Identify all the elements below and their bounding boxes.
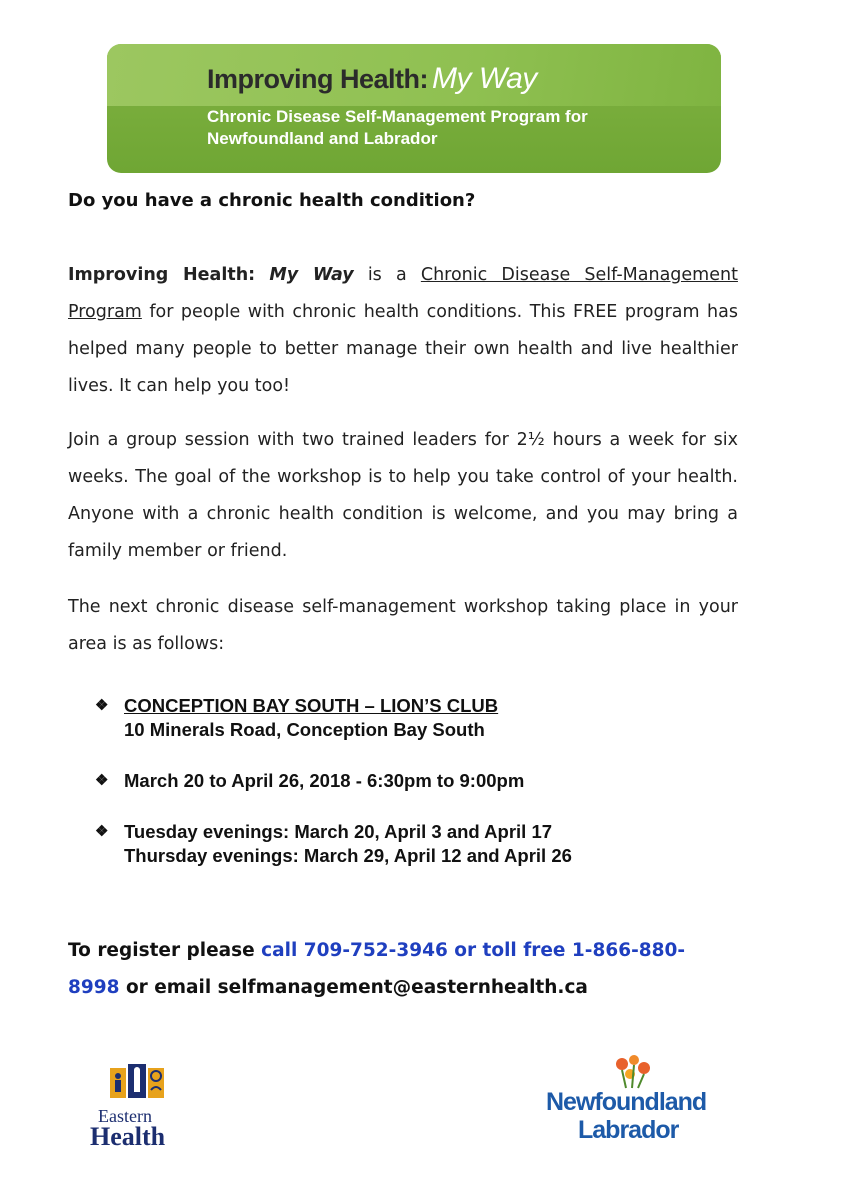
intro-program-name: Improving Health: (68, 265, 256, 285)
banner-title-main: Improving Health: (207, 64, 429, 94)
intro-paragraph (68, 257, 738, 405)
nl-logo-line2: Labrador (578, 1116, 679, 1144)
location-name: CONCEPTION BAY SOUTH – LION’S CLUB (124, 695, 499, 716)
bullet-diamond-icon: ❖ (95, 697, 109, 714)
program-link[interactable]: Chronic Disease Self-Management Program (68, 265, 738, 322)
register-phone-numbers[interactable]: call 709-752-3946 or toll free 1-866-880-8998 (68, 940, 686, 998)
newfoundland-labrador-logo (540, 1052, 730, 1152)
banner-title-myway: My Way (432, 62, 537, 95)
intro-program-myway: My Way (269, 265, 354, 285)
register-prefix: To register please (68, 940, 255, 961)
eastern-health-logo-line2: Health (90, 1122, 166, 1151)
bullet-diamond-icon: ❖ (95, 772, 109, 789)
dates-bullet (95, 769, 715, 793)
nl-logo-line1: Newfoundland (546, 1088, 707, 1116)
banner-subtitle (207, 106, 687, 150)
banner-subtitle-line1: Chronic Disease Self-Management Program for (207, 107, 588, 126)
workshop-dates: March 20 to April 26, 2018 - 6:30pm to 9:00pm (124, 770, 525, 791)
program-banner (107, 44, 721, 173)
banner-subtitle-line2: Newfoundland and Labrador (207, 129, 438, 148)
tuesday-schedule: Tuesday evenings: March 20, April 3 and April 17 (124, 821, 553, 842)
group-session-paragraph: Join a group session with two trained leaders for 2½ hours a week for six weeks. The goal of the workshop is to help you take control of your health. Anyone with a chronic health condition is welcome, and you may bring a family member or friend. (68, 430, 738, 561)
thursday-schedule: Thursday evenings: March 29, April 12 and April 26 (124, 845, 572, 866)
intro-rest: for people with chronic health conditions. This FREE program has helped many people to better manage their own health and live healthier lives. It can help you too! (68, 302, 738, 396)
location-bullet (95, 694, 715, 742)
eastern-health-logo-line1: Eastern (98, 1106, 152, 1126)
eastern-health-emblem-icon (108, 1062, 168, 1100)
page-question: Do you have a chronic health condition? (68, 190, 476, 211)
register-email[interactable]: or email selfmanagement@easternhealth.ca (125, 977, 588, 998)
bullet-diamond-icon: ❖ (95, 823, 109, 840)
banner-title (207, 62, 537, 96)
intro-is-a: is a (367, 265, 407, 285)
schedule-bullet (95, 820, 715, 868)
pitcher-plant-flower-icon (608, 1052, 658, 1092)
location-address: 10 Minerals Road, Conception Bay South (124, 719, 485, 740)
registration-info (68, 932, 728, 1006)
eastern-health-logo (86, 1062, 206, 1152)
next-workshop-paragraph: The next chronic disease self-management workshop taking place in your area is as follows: (68, 597, 738, 654)
